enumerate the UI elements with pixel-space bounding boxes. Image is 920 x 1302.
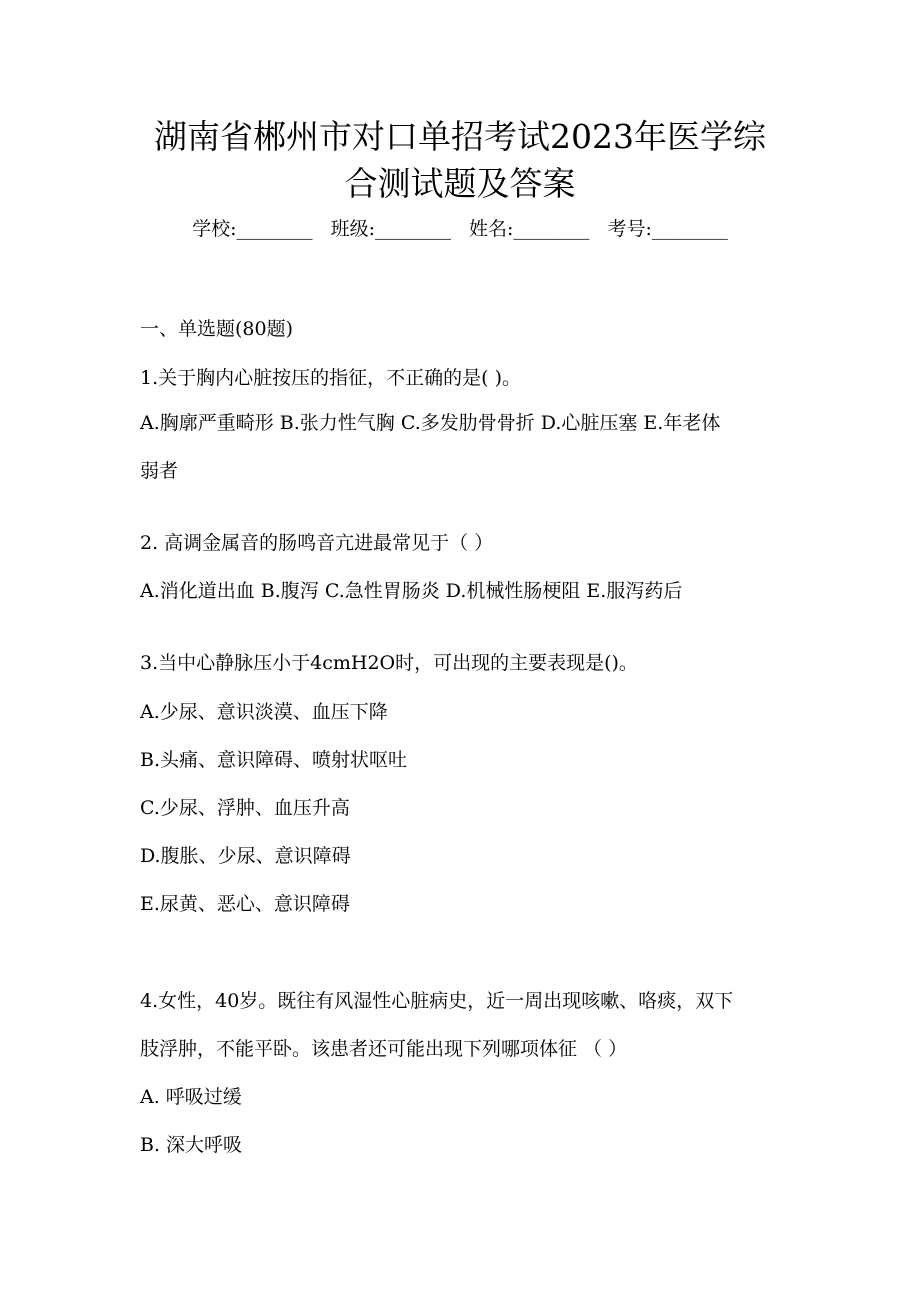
question-3-option-b: B.头痛、意识障碍、喷射状呕吐: [140, 749, 408, 771]
question-2-stem: 2. 高调金属音的肠鸣音亢进最常见于（ ）: [140, 532, 494, 554]
question-4-option-b: B. 深大呼吸: [140, 1134, 243, 1156]
class-field: 班级:________: [330, 218, 451, 240]
question-4-option-a: A. 呼吸过缓: [140, 1086, 242, 1108]
question-3-option-c: C.少尿、浮肿、血压升高: [140, 797, 350, 819]
section-heading: 一、单选题(80题): [140, 318, 294, 340]
question-1-stem: 1.关于胸内心脏按压的指征，不正确的是( )。: [140, 367, 521, 389]
document-title-line-1: 湖南省郴州市对口单招考试2023年医学综: [154, 117, 766, 156]
question-2-options: A.消化道出血 B.腹泻 C.急性胃肠炎 D.机械性肠梗阻 E.服泻药后: [140, 580, 683, 602]
document-title-line-2: 合测试题及答案: [344, 164, 576, 203]
question-4-stem-line-1: 4.女性，40岁。既往有风湿性心脏病史，近一周出现咳嗽、咯痰，双下: [140, 990, 734, 1012]
question-3-option-a: A.少尿、意识淡漠、血压下降: [140, 701, 388, 723]
student-info-line: [0, 214, 920, 244]
question-1-options-cont: 弱者: [140, 460, 179, 482]
question-4-stem-line-2: 肢浮肿，不能平卧。该患者还可能出现下列哪项体征 （ ）: [140, 1038, 628, 1060]
question-3-stem: 3.当中心静脉压小于4cmH2O时，可出现的主要表现是()。: [140, 652, 638, 674]
question-3-option-e: E.尿黄、恶心、意识障碍: [140, 893, 350, 915]
name-field: 姓名:________: [469, 218, 590, 240]
question-3-option-d: D.腹胀、少尿、意识障碍: [140, 845, 351, 867]
question-1-options: A.胸廓严重畸形 B.张力性气胸 C.多发肋骨骨折 D.心脏压塞 E.年老体: [140, 412, 721, 434]
exam-number-field: 考号:________: [607, 218, 728, 240]
school-field: 学校:________: [192, 218, 313, 240]
